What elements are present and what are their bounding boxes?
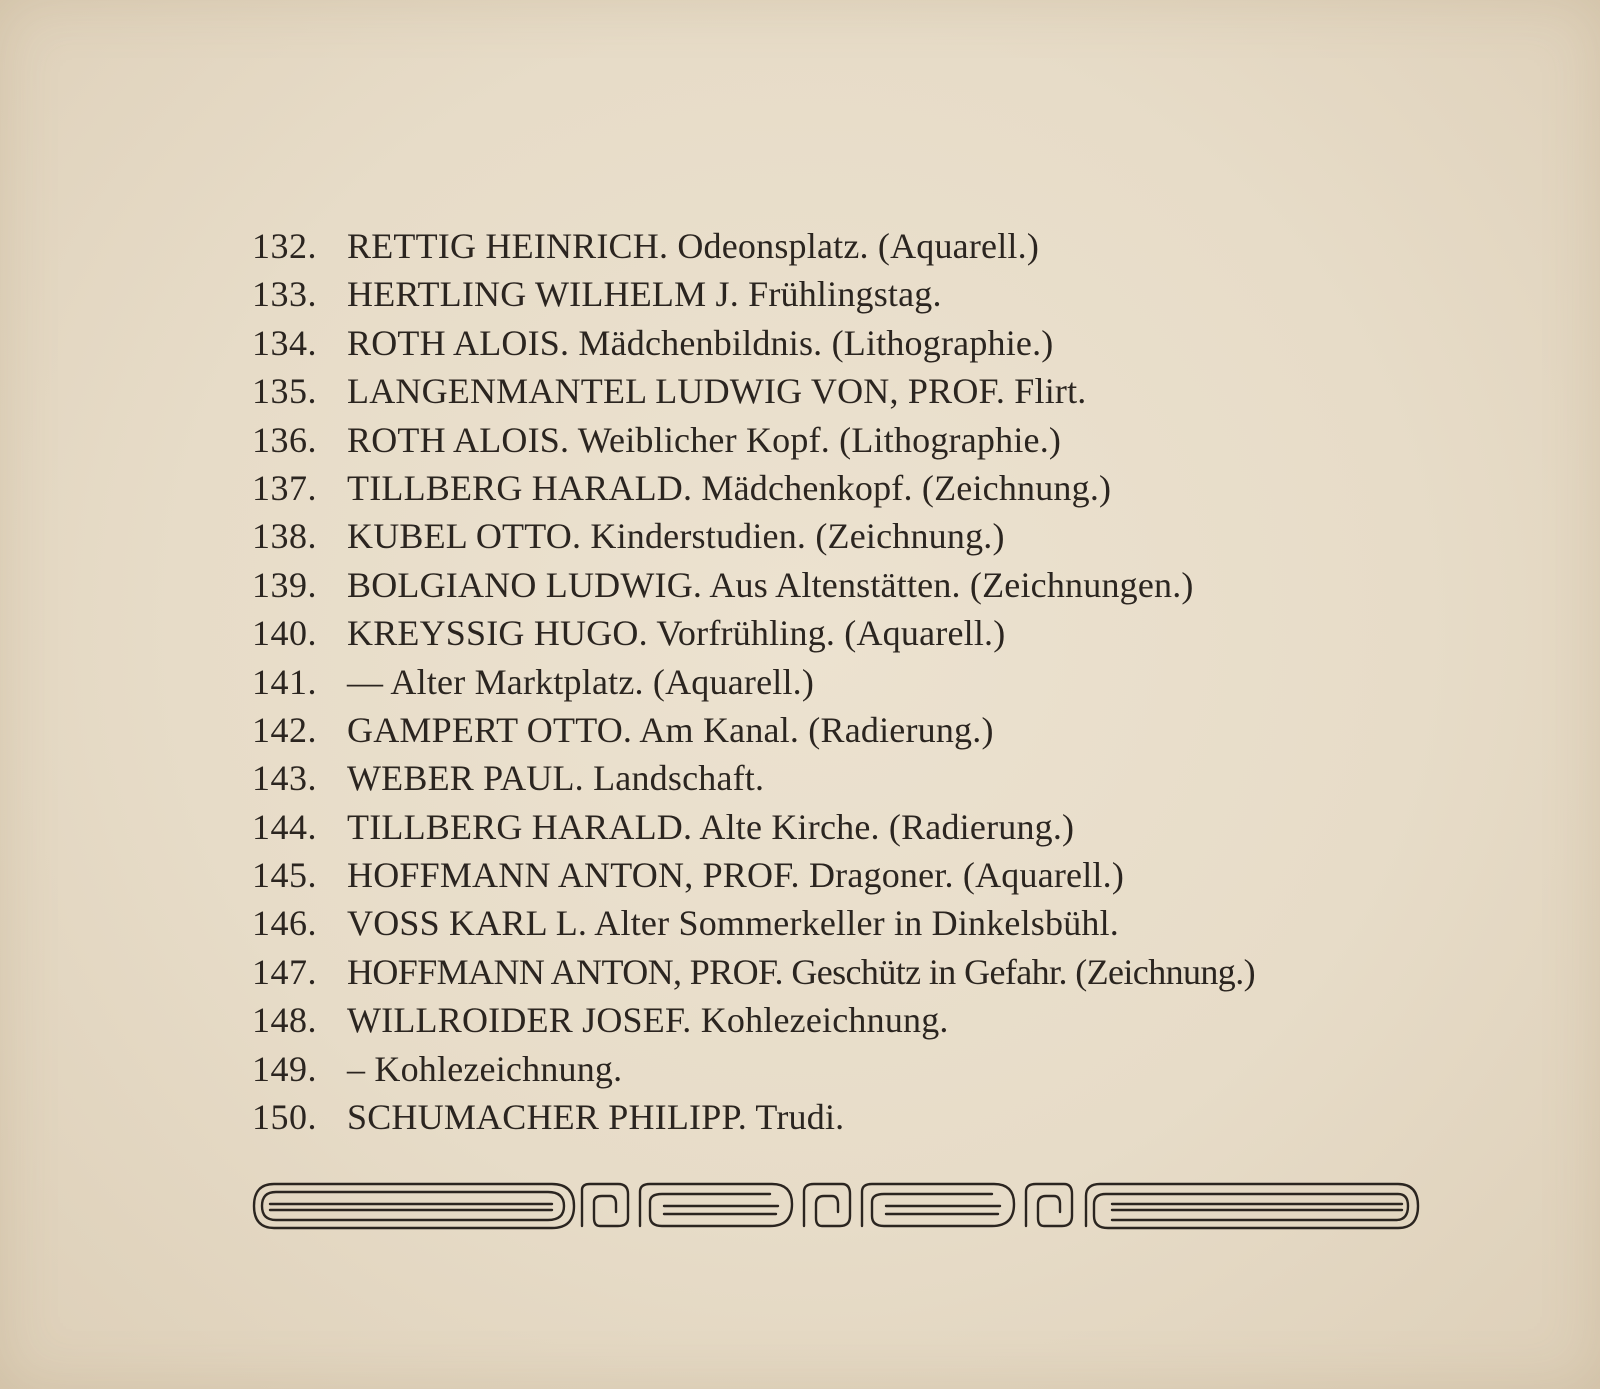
entry-text: TILLBERG HARALD. Alte Kirche. (Radierung.) xyxy=(347,806,1075,847)
entry-number: 133. xyxy=(252,274,317,315)
entry-text: KUBEL OTTO. Kinderstudien. (Zeichnung.) xyxy=(347,516,1005,557)
entry-number: 144. xyxy=(252,806,317,847)
catalog-entry-145 xyxy=(252,851,1432,899)
entry-text: WEBER PAUL. Landschaft. xyxy=(347,758,765,799)
entry-text: HOFFMANN ANTON, PROF. Dragoner. (Aquarell.) xyxy=(347,855,1125,896)
entry-number: 142. xyxy=(252,709,317,750)
entry-number: 149. xyxy=(252,1048,317,1089)
entry-number: 147. xyxy=(252,951,317,992)
catalog-entry-133 xyxy=(252,270,1432,318)
catalog-entry-143 xyxy=(252,754,1432,802)
entry-text: – Kohlezeichnung. xyxy=(347,1048,623,1089)
entry-text: HOFFMANN ANTON, PROF. Geschütz in Gefahr. (Zeichnung.) xyxy=(347,951,1255,992)
catalog-entry-144 xyxy=(252,803,1432,851)
entry-text: KREYSSIG HUGO. Vorfrühling. (Aquarell.) xyxy=(347,613,1006,654)
entry-number: 138. xyxy=(252,516,317,557)
catalog-entry-132 xyxy=(252,222,1432,270)
entry-number: 150. xyxy=(252,1097,317,1138)
entry-number: 137. xyxy=(252,467,317,508)
catalog-entry-139 xyxy=(252,561,1432,609)
decorative-border-ornament xyxy=(252,1180,1420,1232)
entry-number: 134. xyxy=(252,322,317,363)
catalog-entry-135 xyxy=(252,367,1432,415)
entry-number: 145. xyxy=(252,855,317,896)
catalog-entry-148 xyxy=(252,996,1432,1044)
catalog-entry-137 xyxy=(252,464,1432,512)
catalog-entry-146 xyxy=(252,899,1432,947)
catalog-entry-list xyxy=(252,222,1432,1141)
entry-number: 135. xyxy=(252,371,317,412)
entry-number: 139. xyxy=(252,564,317,605)
catalog-entry-141 xyxy=(252,658,1432,706)
entry-number: 132. xyxy=(252,226,317,266)
entry-text: RETTIG HEINRICH. Odeonsplatz. (Aquarell.) xyxy=(347,226,1040,266)
entry-text: ROTH ALOIS. Weiblicher Kopf. (Lithographie.) xyxy=(347,419,1062,460)
catalog-entry-138 xyxy=(252,512,1432,560)
entry-text: LANGENMANTEL LUDWIG VON, PROF. Flirt. xyxy=(347,371,1087,412)
entry-text: ROTH ALOIS. Mädchenbildnis. (Lithographie.) xyxy=(347,322,1054,363)
catalog-entry-150 xyxy=(252,1093,1432,1141)
catalog-entry-149 xyxy=(252,1045,1432,1093)
catalog-entry-136 xyxy=(252,416,1432,464)
entry-number: 140. xyxy=(252,613,317,654)
entry-text: HERTLING WILHELM J. Frühlingstag. xyxy=(347,274,942,315)
entry-text: VOSS KARL L. Alter Sommerkeller in Dinkelsbühl. xyxy=(347,903,1120,944)
catalog-entry-142 xyxy=(252,706,1432,754)
entry-text: GAMPERT OTTO. Am Kanal. (Radierung.) xyxy=(347,709,994,750)
entry-text: SCHUMACHER PHILIPP. Trudi. xyxy=(347,1097,845,1138)
entry-number: 143. xyxy=(252,758,317,799)
entry-text: WILLROIDER JOSEF. Kohlezeichnung. xyxy=(347,1000,949,1041)
catalog-entry-140 xyxy=(252,609,1432,657)
catalog-entry-147 xyxy=(252,948,1432,996)
catalog-entry-134 xyxy=(252,319,1432,367)
entry-text: — Alter Marktplatz. (Aquarell.) xyxy=(347,661,815,702)
entry-number: 146. xyxy=(252,903,317,944)
entry-number: 141. xyxy=(252,661,317,702)
entry-text: BOLGIANO LUDWIG. Aus Altenstätten. (Zeichnungen.) xyxy=(347,564,1194,605)
entry-number: 136. xyxy=(252,419,317,460)
entry-text: TILLBERG HARALD. Mädchenkopf. (Zeichnung.) xyxy=(347,467,1112,508)
entry-number: 148. xyxy=(252,1000,317,1041)
